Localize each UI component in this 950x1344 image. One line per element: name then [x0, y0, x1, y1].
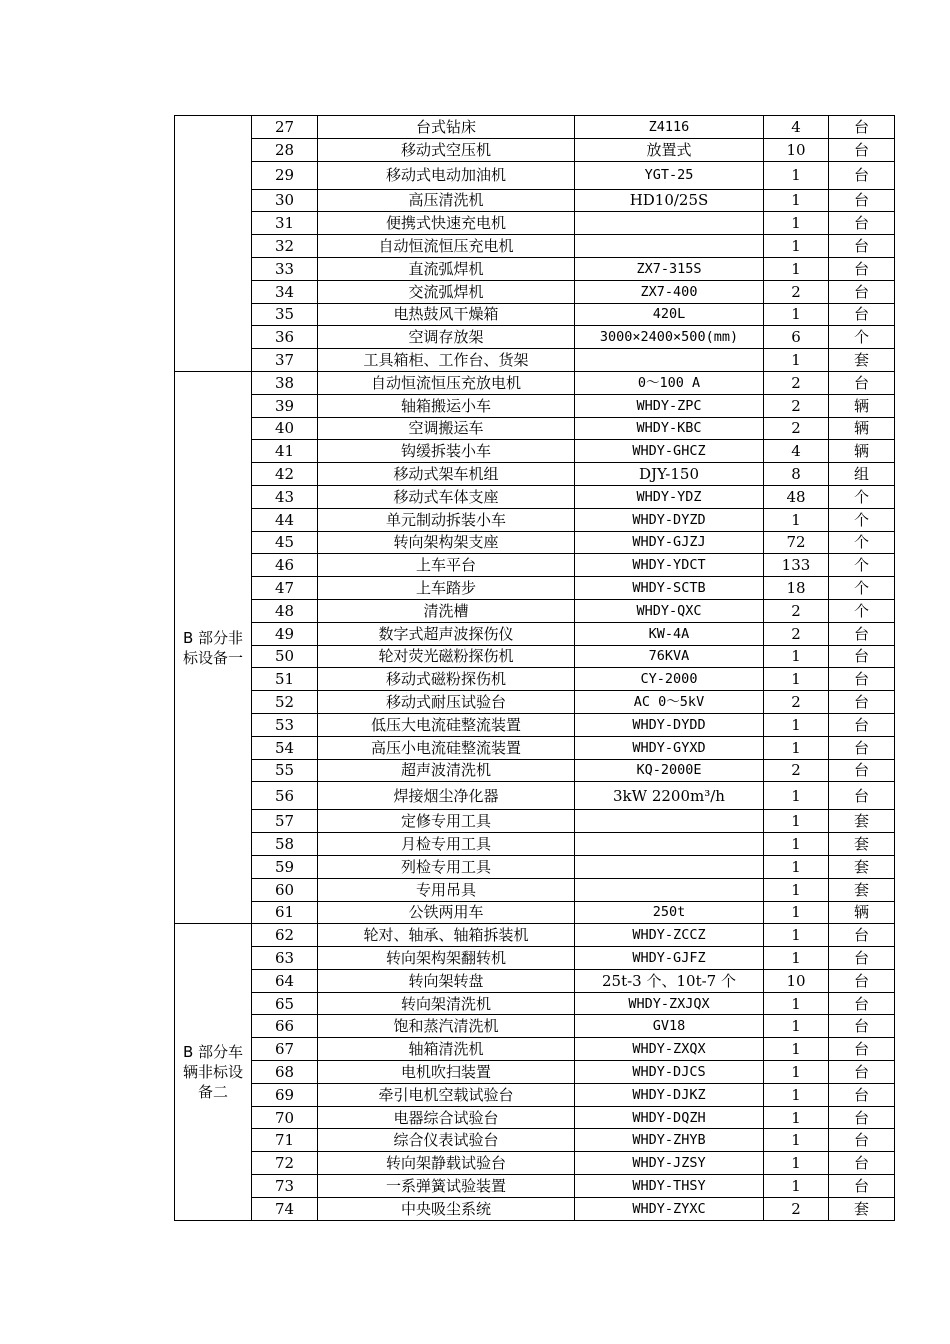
- equipment-name: 高压清洗机: [318, 189, 575, 212]
- quantity: 2: [764, 371, 829, 394]
- table-row: [175, 969, 895, 992]
- row-number: 28: [252, 138, 318, 161]
- quantity: 10: [764, 969, 829, 992]
- equipment-model: WHDY-KBC: [575, 417, 764, 440]
- table-row: [175, 1152, 895, 1175]
- quantity: 1: [764, 833, 829, 856]
- table-row: [175, 947, 895, 970]
- unit: 个: [829, 326, 895, 349]
- equipment-name: 一系弹簧试验装置: [318, 1175, 575, 1198]
- unit: 辆: [829, 901, 895, 924]
- equipment-name: 空调搬运车: [318, 417, 575, 440]
- equipment-name: 转向架转盘: [318, 969, 575, 992]
- equipment-name: 转向架构架支座: [318, 531, 575, 554]
- table-row: [175, 189, 895, 212]
- unit: 个: [829, 508, 895, 531]
- table-row: [175, 303, 895, 326]
- unit: 台: [829, 1152, 895, 1175]
- unit: 台: [829, 212, 895, 235]
- quantity: 1: [764, 349, 829, 372]
- unit: 套: [829, 855, 895, 878]
- equipment-table: [174, 115, 895, 1221]
- unit: 台: [829, 235, 895, 258]
- table-row: [175, 531, 895, 554]
- row-number: 46: [252, 554, 318, 577]
- equipment-model: KW-4A: [575, 622, 764, 645]
- table-row: [175, 463, 895, 486]
- quantity: 1: [764, 161, 829, 189]
- quantity: 1: [764, 1129, 829, 1152]
- equipment-name: 轴箱清洗机: [318, 1038, 575, 1061]
- quantity: 72: [764, 531, 829, 554]
- table-row: [175, 280, 895, 303]
- row-number: 55: [252, 759, 318, 782]
- unit: 辆: [829, 417, 895, 440]
- row-number: 53: [252, 713, 318, 736]
- quantity: 48: [764, 485, 829, 508]
- equipment-model: [575, 235, 764, 258]
- unit: 台: [829, 257, 895, 280]
- table-row: [175, 371, 895, 394]
- quantity: 2: [764, 1197, 829, 1220]
- quantity: 1: [764, 303, 829, 326]
- row-number: 37: [252, 349, 318, 372]
- row-number: 35: [252, 303, 318, 326]
- equipment-model: WHDY-YDCT: [575, 554, 764, 577]
- unit: 台: [829, 759, 895, 782]
- equipment-model: 420L: [575, 303, 764, 326]
- quantity: 4: [764, 116, 829, 139]
- unit: 套: [829, 878, 895, 901]
- table-row: [175, 759, 895, 782]
- row-number: 48: [252, 599, 318, 622]
- quantity: 1: [764, 645, 829, 668]
- unit: 个: [829, 577, 895, 600]
- equipment-name: 空调存放架: [318, 326, 575, 349]
- quantity: 2: [764, 417, 829, 440]
- equipment-model: WHDY-ZPC: [575, 394, 764, 417]
- equipment-model: ZX7-400: [575, 280, 764, 303]
- row-number: 45: [252, 531, 318, 554]
- equipment-name: 移动式架车机组: [318, 463, 575, 486]
- unit: 个: [829, 485, 895, 508]
- quantity: 1: [764, 1152, 829, 1175]
- equipment-model: [575, 212, 764, 235]
- quantity: 2: [764, 394, 829, 417]
- equipment-model: [575, 878, 764, 901]
- table-row: [175, 212, 895, 235]
- unit: 套: [829, 1197, 895, 1220]
- equipment-model: WHDY-GYXD: [575, 736, 764, 759]
- table-row: [175, 349, 895, 372]
- equipment-model: WHDY-ZYXC: [575, 1197, 764, 1220]
- quantity: 6: [764, 326, 829, 349]
- table-row: [175, 1175, 895, 1198]
- unit: 台: [829, 668, 895, 691]
- row-number: 32: [252, 235, 318, 258]
- equipment-model: GV18: [575, 1015, 764, 1038]
- row-number: 63: [252, 947, 318, 970]
- group-label: [175, 116, 252, 372]
- unit: 台: [829, 713, 895, 736]
- row-number: 33: [252, 257, 318, 280]
- equipment-name: 列检专用工具: [318, 855, 575, 878]
- equipment-name: 转向架构架翻转机: [318, 947, 575, 970]
- quantity: 1: [764, 878, 829, 901]
- equipment-model: WHDY-SCTB: [575, 577, 764, 600]
- equipment-model: 76KVA: [575, 645, 764, 668]
- unit: 台: [829, 189, 895, 212]
- quantity: 2: [764, 622, 829, 645]
- unit: 台: [829, 1106, 895, 1129]
- equipment-name: 定修专用工具: [318, 810, 575, 833]
- unit: 台: [829, 1015, 895, 1038]
- table-row: [175, 161, 895, 189]
- equipment-name: 上车踏步: [318, 577, 575, 600]
- equipment-name: 上车平台: [318, 554, 575, 577]
- unit: 台: [829, 116, 895, 139]
- table-row: [175, 901, 895, 924]
- quantity: 1: [764, 1175, 829, 1198]
- quantity: 1: [764, 855, 829, 878]
- equipment-model: WHDY-DJKZ: [575, 1083, 764, 1106]
- unit: 台: [829, 782, 895, 810]
- equipment-name: 轮对荧光磁粉探伤机: [318, 645, 575, 668]
- unit: 台: [829, 1129, 895, 1152]
- row-number: 58: [252, 833, 318, 856]
- row-number: 39: [252, 394, 318, 417]
- equipment-name: 低压大电流硅整流装置: [318, 713, 575, 736]
- row-number: 29: [252, 161, 318, 189]
- quantity: 10: [764, 138, 829, 161]
- unit: 套: [829, 810, 895, 833]
- row-number: 34: [252, 280, 318, 303]
- quantity: 8: [764, 463, 829, 486]
- table-row: [175, 394, 895, 417]
- row-number: 74: [252, 1197, 318, 1220]
- table-row: [175, 833, 895, 856]
- quantity: 1: [764, 901, 829, 924]
- table-row: [175, 736, 895, 759]
- row-number: 30: [252, 189, 318, 212]
- equipment-name: 移动式电动加油机: [318, 161, 575, 189]
- equipment-model: [575, 855, 764, 878]
- row-number: 31: [252, 212, 318, 235]
- table-row: [175, 1106, 895, 1129]
- table-row: [175, 508, 895, 531]
- row-number: 64: [252, 969, 318, 992]
- unit: 台: [829, 691, 895, 714]
- equipment-name: 移动式空压机: [318, 138, 575, 161]
- row-number: 41: [252, 440, 318, 463]
- table-row: [175, 782, 895, 810]
- table-row: [175, 116, 895, 139]
- table-row: [175, 1129, 895, 1152]
- equipment-model: 3kW 2200m³/h: [575, 782, 764, 810]
- table-row: [175, 855, 895, 878]
- unit: 台: [829, 947, 895, 970]
- equipment-name: 牵引电机空载试验台: [318, 1083, 575, 1106]
- unit: 台: [829, 161, 895, 189]
- equipment-name: 移动式耐压试验台: [318, 691, 575, 714]
- quantity: 2: [764, 280, 829, 303]
- row-number: 40: [252, 417, 318, 440]
- unit: 台: [829, 1175, 895, 1198]
- quantity: 1: [764, 947, 829, 970]
- quantity: 1: [764, 212, 829, 235]
- unit: 台: [829, 371, 895, 394]
- row-number: 61: [252, 901, 318, 924]
- equipment-model: WHDY-JZSY: [575, 1152, 764, 1175]
- row-number: 52: [252, 691, 318, 714]
- table-row: [175, 924, 895, 947]
- unit: 台: [829, 622, 895, 645]
- table-row: [175, 691, 895, 714]
- equipment-model: WHDY-DJCS: [575, 1061, 764, 1084]
- unit: 台: [829, 969, 895, 992]
- equipment-model: WHDY-ZXQX: [575, 1038, 764, 1061]
- quantity: 1: [764, 1061, 829, 1084]
- equipment-model: 3000×2400×500(mm): [575, 326, 764, 349]
- equipment-model: WHDY-ZCCZ: [575, 924, 764, 947]
- equipment-model: YGT-25: [575, 161, 764, 189]
- equipment-model: AC 0～5kV: [575, 691, 764, 714]
- quantity: 133: [764, 554, 829, 577]
- row-number: 71: [252, 1129, 318, 1152]
- equipment-model: WHDY-YDZ: [575, 485, 764, 508]
- quantity: 1: [764, 1083, 829, 1106]
- table-row: [175, 1061, 895, 1084]
- unit: 台: [829, 645, 895, 668]
- equipment-name: 饱和蒸汽清洗机: [318, 1015, 575, 1038]
- table-row: [175, 417, 895, 440]
- equipment-model: WHDY-DYDD: [575, 713, 764, 736]
- row-number: 68: [252, 1061, 318, 1084]
- equipment-model: WHDY-DYZD: [575, 508, 764, 531]
- row-number: 49: [252, 622, 318, 645]
- quantity: 1: [764, 924, 829, 947]
- equipment-name: 专用吊具: [318, 878, 575, 901]
- unit: 组: [829, 463, 895, 486]
- equipment-model: WHDY-QXC: [575, 599, 764, 622]
- quantity: 1: [764, 668, 829, 691]
- row-number: 72: [252, 1152, 318, 1175]
- table-row: [175, 485, 895, 508]
- unit: 辆: [829, 394, 895, 417]
- equipment-name: 轮对、轴承、轴箱拆装机: [318, 924, 575, 947]
- row-number: 65: [252, 992, 318, 1015]
- equipment-name: 单元制动拆装小车: [318, 508, 575, 531]
- equipment-name: 月检专用工具: [318, 833, 575, 856]
- quantity: 1: [764, 257, 829, 280]
- equipment-model: KQ-2000E: [575, 759, 764, 782]
- equipment-name: 便携式快速充电机: [318, 212, 575, 235]
- table-row: [175, 622, 895, 645]
- table-row: [175, 326, 895, 349]
- quantity: 2: [764, 759, 829, 782]
- unit: 个: [829, 554, 895, 577]
- equipment-model: 0～100 A: [575, 371, 764, 394]
- equipment-model: WHDY-GHCZ: [575, 440, 764, 463]
- unit: 台: [829, 1083, 895, 1106]
- equipment-name: 数字式超声波探伤仪: [318, 622, 575, 645]
- equipment-model: [575, 349, 764, 372]
- group-label: B 部分车辆非标设备二: [175, 924, 252, 1220]
- unit: 个: [829, 599, 895, 622]
- equipment-model: [575, 810, 764, 833]
- quantity: 18: [764, 577, 829, 600]
- row-number: 62: [252, 924, 318, 947]
- equipment-name: 转向架清洗机: [318, 992, 575, 1015]
- group-label: B 部分非标设备一: [175, 371, 252, 923]
- unit: 台: [829, 1038, 895, 1061]
- table-row: [175, 1083, 895, 1106]
- equipment-model: CY-2000: [575, 668, 764, 691]
- table-row: [175, 257, 895, 280]
- equipment-model: Z4116: [575, 116, 764, 139]
- equipment-name: 自动恒流恒压充放电机: [318, 371, 575, 394]
- unit: 套: [829, 349, 895, 372]
- row-number: 43: [252, 485, 318, 508]
- equipment-name: 公铁两用车: [318, 901, 575, 924]
- row-number: 42: [252, 463, 318, 486]
- table-row: [175, 1197, 895, 1220]
- quantity: 2: [764, 691, 829, 714]
- equipment-model: WHDY-GJZJ: [575, 531, 764, 554]
- equipment-model: WHDY-ZXJQX: [575, 992, 764, 1015]
- row-number: 54: [252, 736, 318, 759]
- quantity: 1: [764, 1106, 829, 1129]
- equipment-name: 台式钻床: [318, 116, 575, 139]
- row-number: 56: [252, 782, 318, 810]
- table-row: [175, 235, 895, 258]
- equipment-model: WHDY-ZHYB: [575, 1129, 764, 1152]
- quantity: 1: [764, 992, 829, 1015]
- row-number: 38: [252, 371, 318, 394]
- equipment-name: 电机吹扫装置: [318, 1061, 575, 1084]
- quantity: 1: [764, 508, 829, 531]
- unit: 台: [829, 280, 895, 303]
- quantity: 1: [764, 782, 829, 810]
- table-row: [175, 1015, 895, 1038]
- quantity: 2: [764, 599, 829, 622]
- row-number: 44: [252, 508, 318, 531]
- row-number: 70: [252, 1106, 318, 1129]
- table-row: [175, 810, 895, 833]
- equipment-model: WHDY-GJFZ: [575, 947, 764, 970]
- equipment-model: 250t: [575, 901, 764, 924]
- equipment-name: 转向架静载试验台: [318, 1152, 575, 1175]
- table-row: [175, 668, 895, 691]
- quantity: 1: [764, 736, 829, 759]
- table-row: [175, 599, 895, 622]
- equipment-name: 高压小电流硅整流装置: [318, 736, 575, 759]
- equipment-name: 移动式车体支座: [318, 485, 575, 508]
- equipment-name: 钩缓拆装小车: [318, 440, 575, 463]
- row-number: 69: [252, 1083, 318, 1106]
- equipment-table-body: [175, 116, 895, 1221]
- quantity: 1: [764, 1015, 829, 1038]
- table-row: [175, 440, 895, 463]
- equipment-name: 移动式磁粉探伤机: [318, 668, 575, 691]
- equipment-name: 超声波清洗机: [318, 759, 575, 782]
- row-number: 51: [252, 668, 318, 691]
- equipment-name: 交流弧焊机: [318, 280, 575, 303]
- unit: 套: [829, 833, 895, 856]
- table-row: [175, 713, 895, 736]
- row-number: 73: [252, 1175, 318, 1198]
- quantity: 1: [764, 1038, 829, 1061]
- equipment-model: 25t-3 个、10t-7 个: [575, 969, 764, 992]
- unit: 台: [829, 736, 895, 759]
- table-row: [175, 645, 895, 668]
- unit: 个: [829, 531, 895, 554]
- equipment-name: 自动恒流恒压充电机: [318, 235, 575, 258]
- equipment-model: ZX7-315S: [575, 257, 764, 280]
- equipment-name: 电热鼓风干燥箱: [318, 303, 575, 326]
- quantity: 1: [764, 189, 829, 212]
- row-number: 57: [252, 810, 318, 833]
- equipment-model: WHDY-DQZH: [575, 1106, 764, 1129]
- equipment-name: 综合仪表试验台: [318, 1129, 575, 1152]
- equipment-name: 中央吸尘系统: [318, 1197, 575, 1220]
- row-number: 66: [252, 1015, 318, 1038]
- equipment-name: 轴箱搬运小车: [318, 394, 575, 417]
- equipment-name: 电器综合试验台: [318, 1106, 575, 1129]
- row-number: 60: [252, 878, 318, 901]
- unit: 辆: [829, 440, 895, 463]
- unit: 台: [829, 303, 895, 326]
- equipment-model: HD10/25S: [575, 189, 764, 212]
- row-number: 50: [252, 645, 318, 668]
- equipment-model: WHDY-THSY: [575, 1175, 764, 1198]
- equipment-model: 放置式: [575, 138, 764, 161]
- equipment-name: 清洗槽: [318, 599, 575, 622]
- quantity: 4: [764, 440, 829, 463]
- table-row: [175, 992, 895, 1015]
- equipment-name: 工具箱柜、工作台、货架: [318, 349, 575, 372]
- quantity: 1: [764, 810, 829, 833]
- row-number: 27: [252, 116, 318, 139]
- unit: 台: [829, 992, 895, 1015]
- equipment-name: 焊接烟尘净化器: [318, 782, 575, 810]
- table-row: [175, 577, 895, 600]
- table-row: [175, 138, 895, 161]
- row-number: 59: [252, 855, 318, 878]
- equipment-name: 直流弧焊机: [318, 257, 575, 280]
- row-number: 36: [252, 326, 318, 349]
- equipment-model: [575, 833, 764, 856]
- unit: 台: [829, 924, 895, 947]
- table-row: [175, 1038, 895, 1061]
- quantity: 1: [764, 235, 829, 258]
- unit: 台: [829, 138, 895, 161]
- equipment-model: DJY-150: [575, 463, 764, 486]
- quantity: 1: [764, 713, 829, 736]
- unit: 台: [829, 1061, 895, 1084]
- row-number: 67: [252, 1038, 318, 1061]
- row-number: 47: [252, 577, 318, 600]
- table-row: [175, 878, 895, 901]
- table-row: [175, 554, 895, 577]
